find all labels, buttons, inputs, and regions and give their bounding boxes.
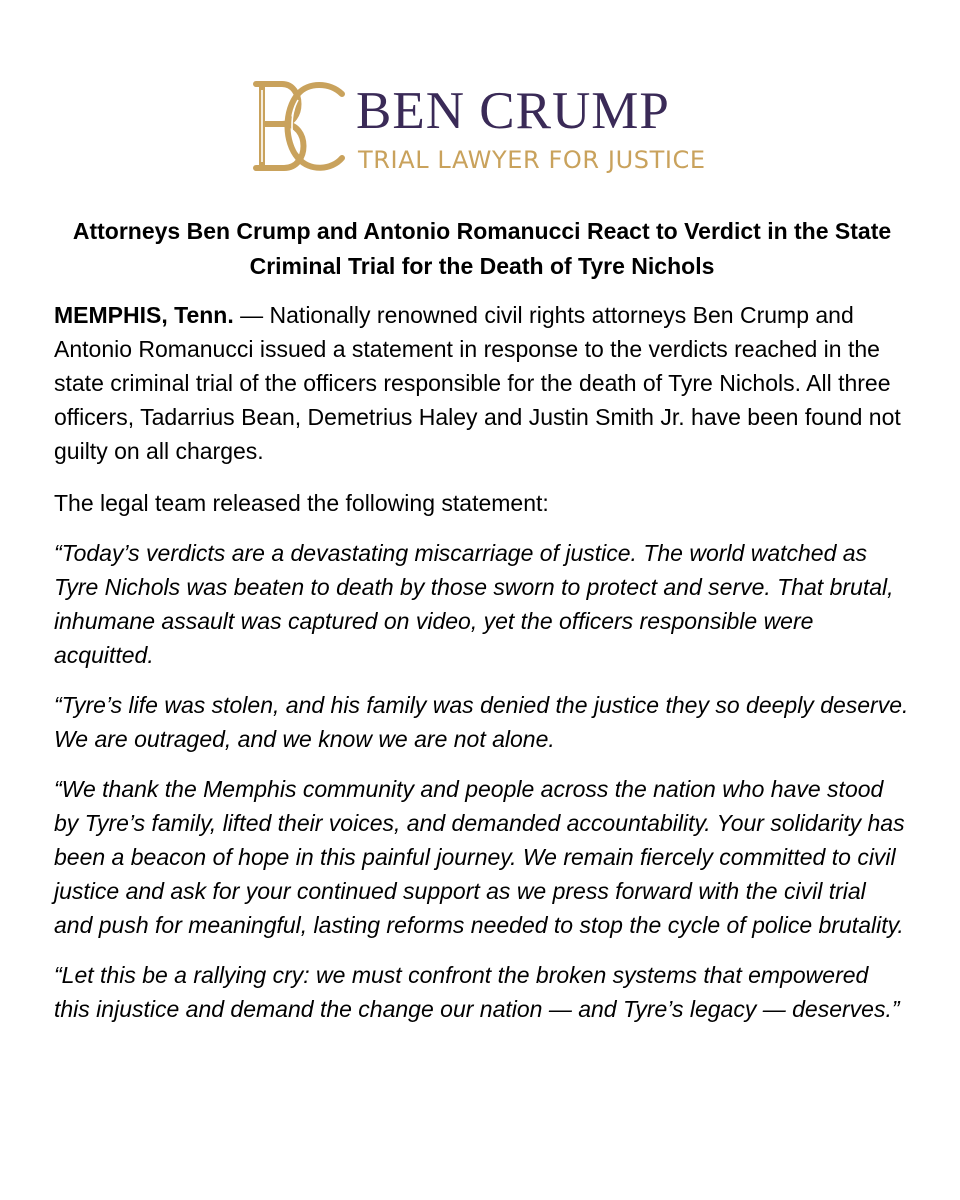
quote-paragraph: “Today’s verdicts are a devastating miscarriage of justice. The world watched as Tyre Nichols was beaten to death by those sworn to protect and serve. That brutal, inhumane assault was captured on video, yet the officers responsible were acquitted. [54, 540, 894, 668]
lead-paragraph [54, 298, 910, 468]
quote-paragraph: “We thank the Memphis community and people across the nation who have stood by Tyre’s family, lifted their voices, and demanded accountability. Your solidarity has been a beacon of hope in this painful journey. We remain fiercely committed to civil justice and ask for your continued support as we press forward with the civil trial and push for meaningful, lasting reforms needed to stop the cycle of police brutality. [54, 776, 905, 938]
quote-paragraph: “Tyre’s life was stolen, and his family was denied the justice they so deeply deserve. We are outraged, and we know we are not alone. [54, 692, 909, 752]
brand-name: BEN CRUMP [356, 82, 670, 140]
lead-text: — Nationally renowned civil rights attorneys Ben Crump and Antonio Romanucci issued a statement in response to the verdicts reached in the state criminal trial of the officers responsible for the death of Tyre Nichols. All three officers, Tadarrius Bean, Demetrius Haley and Justin Smith Jr. have been found not guilty on all charges. [54, 302, 901, 464]
dateline: MEMPHIS, Tenn. [54, 302, 234, 328]
press-release-headline: Attorneys Ben Crump and Antonio Romanucci React to Verdict in the State Criminal Trial for the Death of Tyre Nichols [72, 218, 892, 279]
quote-paragraph: “Let this be a rallying cry: we must confront the broken systems that empowered this injustice and demand the change our nation — and Tyre’s legacy — deserves.” [54, 962, 900, 1022]
press-release-body [54, 214, 910, 1042]
bc-monogram-logo-icon [252, 80, 348, 172]
brand-tagline: TRIAL LAWYER FOR JUSTICE [358, 146, 706, 174]
statement-intro: The legal team released the following statement: [54, 490, 549, 516]
ben-crump-logo [252, 80, 712, 172]
